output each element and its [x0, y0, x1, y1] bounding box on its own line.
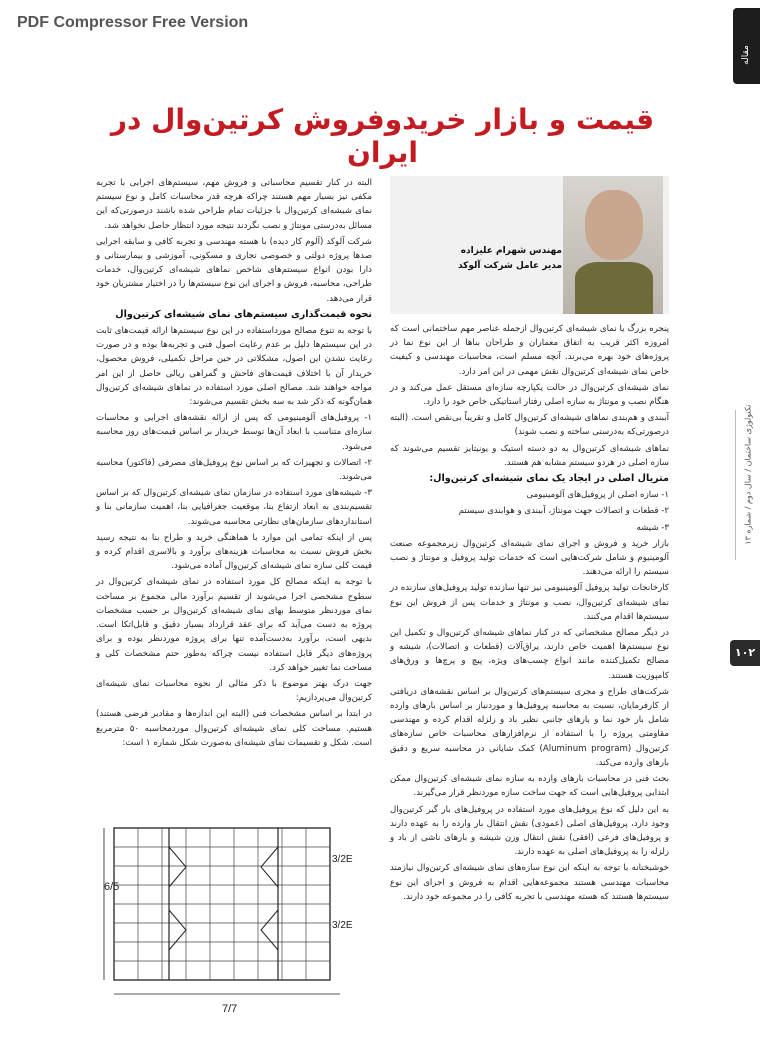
article-title: قیمت و بازار خریدوفروش کرتین‌وال در ایران	[110, 103, 655, 169]
paragraph: آببندی و هم‌بندی نماهای شیشه‌ای کرتین‌وال کامل و تقریباً بی‌نقص است. (البته درصورتی‌که به‌درستی ساخته و نصب شوند)	[390, 413, 669, 438]
left-text-column	[96, 176, 372, 752]
paragraph: البته در کنار تقسیم محاسباتی و فروش مهم، سیستم‌های اجرایی با تجربه مکفی نیز بسیار مهم هستند چراکه هرچه قدر محاسبات کامل و نوع سیستم نمای شیشه‌ای کرتین‌وال با جزئیات تمام طراحی شده باشند درصورتی‌که این مسائل به‌درستی مونتاژ و نصب نگردند نتیجه مورد انتظار حاصل نخواهد شد.	[96, 178, 372, 231]
top-row-height-label: 3/2E	[332, 854, 353, 865]
paragraph: پس از اینکه تمامی این موارد با هماهنگی خرید و طراح بنا به نتیجه رسید بخش فروش نسبت به محاسبات هزینه‌های برآورد و بالاسری اقدام کرده و قیمت کلی سازه نمای شیشه‌ای کرتین‌وال آماده می‌شود.	[96, 532, 372, 572]
paragraph: ۲- اتصالات و تجهیزات که بر اساس نوع پروفیل‌های مصرفی (فاکتور) محاسبه می‌شوند.	[96, 457, 372, 483]
author-face	[585, 190, 643, 260]
height-dimension-label: 6/5	[104, 881, 120, 893]
paragraph: نماهای شیشه‌ای کرتین‌وال به دو دسته استیک و یونیتایز تقسیم می‌شوند که سازه اصلی در هردو سیستم مشابه هم هستند.	[390, 443, 669, 468]
author-caption	[400, 244, 562, 274]
bottom-row-height-label: 3/2E	[332, 920, 353, 931]
paragraph: شرکت‌های طراح و مجری سیستم‌های کرتین‌وال بر اساس نقشه‌های دریافتی از کارفرمایان، نسبت به محاسبه پروفیل‌ها و موردنیاز بر اساس بارهای وارده شامل بار خود نما و بارهای جانبی نظیر باد و زلزله اقدام کرده و مهندسی مقاومتی پروژه را با استفاده از نرم‌افزارهای محاسبات خاص سازه‌های کرتین‌وال (Aluminum program) کمک شایانی در محاسبه سریع و دقیق بارهای وارده می‌کند.	[390, 686, 670, 768]
author-box	[390, 176, 669, 314]
width-dimension-label: 7/7	[222, 1003, 238, 1015]
paragraph: ۲- قطعات و اتصالات جهت مونتاژ، آببندی و هوابندی سیستم	[458, 506, 669, 517]
paragraph: در دیگر مصالح مشخصاتی که در کنار نماهای شیشه‌ای کرتین‌وال و تکمیل این نوع سیستم‌ها اهمیت خاص دارند، یراق‌آلات (قطعات و اتصالات)، شیشه و مصالح تکمیل‌کننده مانند انواع چسب‌های ویژه، پیچ و پرچ‌ها و ورق‌های کامپوزیت هستند.	[390, 628, 669, 681]
paragraph: در ابتدا بر اساس مشخصات فنی (البته این اندازه‌ها و مقادیر فرضی هستند) هستیم. مساحت کلی نمای شیشه‌ای کرتین‌وال موردمحاسبه ۵۰ مترمربع است. شکل و تقسیمات نمای شیشه‌ای به‌صورت شکل شماره ۱ است:	[96, 709, 372, 748]
paragraph: نمای شیشه‌ای کرتین‌وال در حالت یکپارچه سازه‌ای مستقل عمل می‌کند و در هنگام نصب و مونتاژ به سازه اصلی رفتار استاتیکی خاص خود را دارد.	[390, 382, 669, 408]
journal-side-strip-text: تکنولوژی ساختمان / سال دوم / شماره ۱۳	[743, 404, 753, 545]
paragraph: کارخانجات تولید پروفیل آلومینیومی نیز تنها سازنده تولید پروفیل‌های سازنده در نمای شیشه‌ای کرتین‌وال، نصب و مونتاژ و خدمات پس از فروش این نوع سیستم‌ها اقدام می‌کنند.	[390, 583, 669, 622]
paragraph: بحث فنی در محاسبات بارهای وارده به سازه نمای شیشه‌ای کرتین‌وال ممکن ابتدایی پروفیل‌هایی است که جهت ساخت سازه موردنظر قرار می‌گیرند.	[390, 774, 669, 799]
paragraph: شرکت آلوکد (آلوم کار دیده) با هسته مهندسی و تجربه کافی و سابقه اجرایی صدها پروژه دولتی و خصوصی تجاری و مسکونی، آموزشی و بیمارستانی و دارا بودن انواع سیستم‌های شاخص نماهای شیشه‌ای کرتین‌وال، خدمات طراحی، محاسبه، فروش و اجرای این نوع سیستم‌ها را در اختیار مشتریان خود قرار می‌دهد.	[95, 236, 372, 304]
paragraph: پنجره بزرگ یا نمای شیشه‌ای کرتین‌وال ازجمله عناصر مهم ساختمانی است که امروزه اکثر قریب به اتفاق معماران و طراحان بناها از این نوع نما در پروژه‌های خود بهره می‌برند. آنچه مسلم است، محاسبات مهندسی و کیفیت خاص نمای شیشه‌ای کرتین‌وال نقش مهمی در این امر دارد.	[390, 324, 669, 377]
paragraph: خوشبختانه با توجه به اینکه این نوع سازه‌های نمای شیشه‌ای کرتین‌وال نیازمند محاسبات مهندسی هستند مجموعه‌هایی اقدام به فروش و اجرای این نوع سیستم‌ها هستند که هسته مهندسی با تجربه کافی را در مجموعه خود دارند.	[390, 863, 669, 902]
paragraph: ۳- شیشه	[636, 522, 669, 533]
curtain-wall-diagram	[100, 822, 370, 1015]
author-role: مدیر عامل شرکت آلوکد	[457, 261, 562, 271]
facade-grid	[114, 828, 330, 980]
watermark-text: PDF Compressor Free Version	[17, 14, 249, 31]
paragraph: ۱- پروفیل‌های آلومینیومی که پس از ارائه نقشه‌های اجرایی و محاسبات سازه‌ای متناسب با ابعاد آن‌ها توسط خریدار بر اساس قیمت‌های روز محاسبه می‌شود.	[96, 413, 372, 452]
section-tab-label: مقاله	[741, 45, 751, 65]
journal-side-strip	[735, 404, 756, 560]
section-heading: متریال اصلی در ایجاد یک نمای شیشه‌ای کرتین‌وال:	[429, 473, 669, 485]
right-text-column	[390, 322, 669, 906]
paragraph: با توجه به اینکه مصالح کل مورد استفاده در نمای شیشه‌ای کرتین‌وال در سطوح مشخصی اجرا می‌شوند از تقسیم برآورد مالی مجموع بر مساحت نمای موردنظر متوسط بهای نمای شیشه‌ای کرتین‌وال بر حسب مشخصات پروژه به دست می‌آید که برای عقد قرارداد بسیار دقیق و قابل‌اتکا است. بدیهی است، برآورد به‌دست‌آمده تنها برای پروژه موردنظر بوده و برای پروژه‌های دیگر قابل استفاده نیست چراکه به‌طور حتم مشخصات کلی و مساحت نما تغییر خواهد کرد.	[96, 577, 372, 673]
paragraph: بازار خرید و فروش و اجرای نمای شیشه‌ای کرتین‌وال زیرمجموعه صنعت آلومینیوم و شامل شرکت‌هایی است که خدمات تولید پروفیل و مونتاژ و نصب سیستم را ارائه می‌دهند.	[390, 538, 669, 578]
section-heading: نحوه قیمت‌گذاری سیستم‌های نمای شیشه‌ای کرتین‌وال	[115, 308, 372, 320]
author-photo	[563, 176, 663, 314]
page-number: ۱۰۲	[730, 640, 760, 666]
paragraph: با توجه به تنوع مصالح مورداستفاده در این نوع سیستم‌ها ارائه قیمت‌های ثابت در این سیستم‌ها دلیل بر عدم رعایت اصول فنی و تجربه‌ها بوده و در صورت رعایت نشدن این اصول، مشکلاتی در حین مراحل تکمیلی، فروش محصول، خریدار آن با اختلاف قیمت‌های فاحش و گمراهی ریالی حاصل از این امر مواجه خواهند شد. مصالح اصلی مورد استفاده در نماهای شیشه‌ای کرتین‌وال همان‌گونه که ذکر شد به سه بخش تقسیم می‌شوند:	[96, 326, 372, 408]
author-name: مهندس شهرام علیزاده	[460, 246, 562, 256]
author-scarf	[575, 262, 653, 314]
paragraph: جهت درک بهتر موضوع با ذکر مثالی از نحوه محاسبات نمای شیشه‌ای کرتین‌وال می‌پردازیم:	[96, 678, 372, 704]
paragraph: ۱- سازه اصلی از پروفیل‌های آلومینیومی	[526, 490, 669, 501]
paragraph: به این دلیل که نوع پروفیل‌های مورد استفاده در پروفیل‌های بار گیر کرتین‌وال وجود دارد، پروفیل‌های اصلی (عمودی) نقش انتقال بار وارده را به عهده دارند و پروفیل‌های فرعی (افقی) نقش انتقال وزن شیشه و بارهای ناشی از باد و زلزله را به پروفیل‌های اصلی به عهده دارند.	[390, 804, 669, 858]
section-tab	[733, 8, 760, 84]
paragraph: ۳- شیشه‌های مورد استفاده در سازمان نمای شیشه‌ای کرتین‌وال که بر اساس تقسیم‌بندی به ابعاد ارتفاع بنا، موقعیت جغرافیایی بنا، اهمیت سازمانی بنا و استانداردهای سازمان‌های نظارتی محاسبه می‌شوند.	[96, 488, 372, 527]
